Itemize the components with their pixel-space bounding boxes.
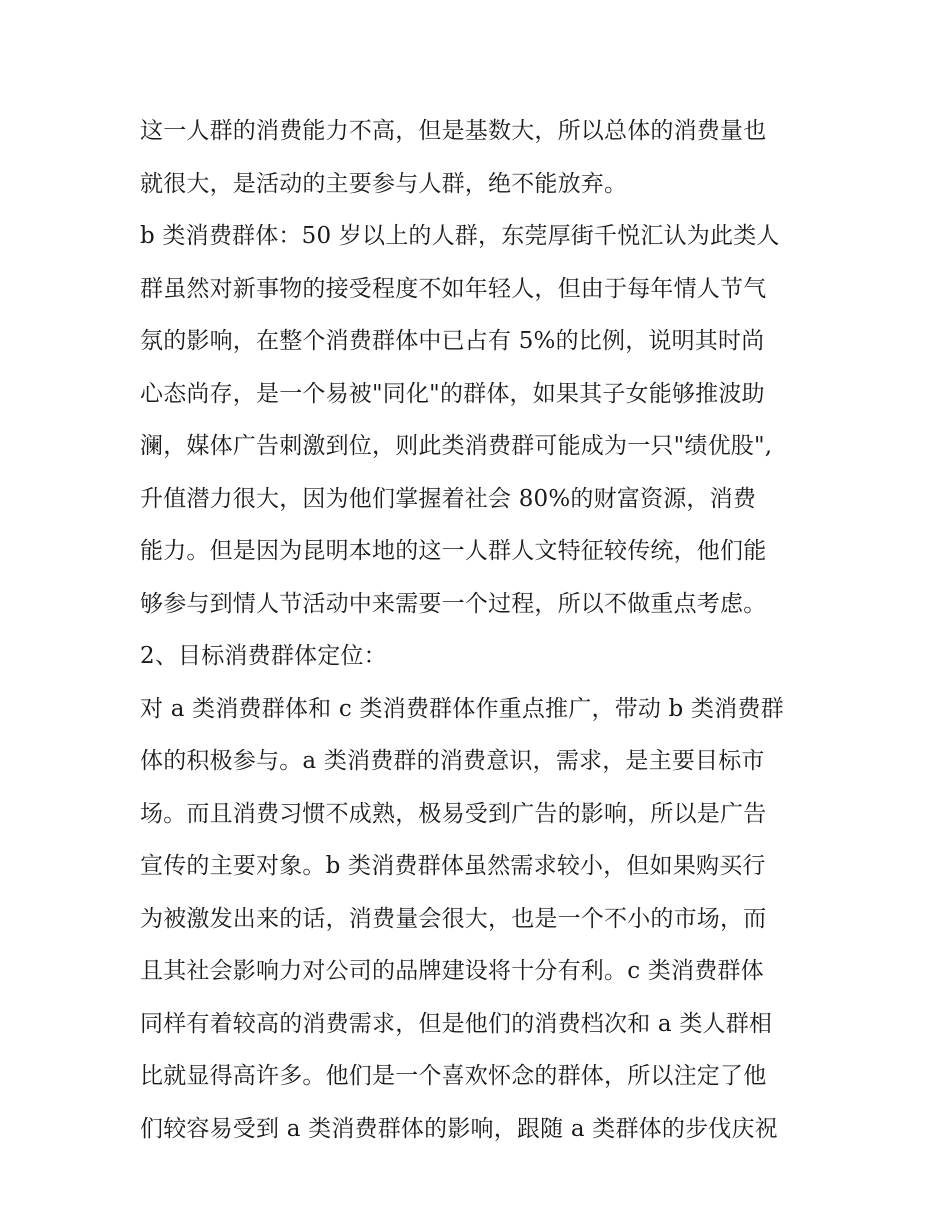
text-line: 这一人群的消费能力不高，但是基数大，所以总体的消费量也 xyxy=(140,118,767,144)
text-line: 澜，媒体广告刺激到位，则此类消费群可能成为一只"绩优股", xyxy=(140,433,773,459)
text-line: 够参与到情人节活动中来需要一个过程，所以不做重点考虑。 xyxy=(140,590,767,617)
text-line: 且其社会影响力对公司的品牌建设将十分有利。c 类消费群体 xyxy=(140,958,764,984)
body-text xyxy=(140,108,820,1158)
text-line: 群虽然对新事物的接受程度不如年轻人，但由于每年情人节气 xyxy=(140,275,767,302)
section-heading: 2、目标消费群体定位： xyxy=(140,643,387,669)
text-line: 比就显得高许多。他们是一个喜欢怀念的群体，所以注定了他 xyxy=(140,1063,767,1089)
text-line: 对 a 类消费群体和 c 类消费群体作重点推广，带动 b 类消费群 xyxy=(140,695,784,722)
text-line: 就很大，是活动的主要参与人群，绝不能放弃。 xyxy=(140,170,628,197)
text-line: 场。而且消费习惯不成熟，极易受到广告的影响，所以是广告 xyxy=(140,800,767,827)
text-line: 同样有着较高的消费需求，但是他们的消费档次和 a 类人群相 xyxy=(140,1010,773,1037)
text-line: 能力。但是因为昆明本地的这一人群人文特征较传统，他们能 xyxy=(140,538,767,564)
text-line: 心态尚存，是一个易被"同化"的群体，如果其子女能够推波助 xyxy=(140,380,765,407)
text-line: 为被激发出来的话，消费量会很大，也是一个不小的市场，而 xyxy=(140,905,767,932)
text-line: 氛的影响，在整个消费群体中已占有 5%的比例，说明其时尚 xyxy=(140,328,765,354)
text-line: 宣传的主要对象。b 类消费群体虽然需求较小，但如果购买行 xyxy=(140,853,766,879)
text-line: 体的积极参与。a 类消费群的消费意识，需求，是主要目标市 xyxy=(140,748,765,774)
text-line: 升值潜力很大，因为他们掌握着社会 80%的财富资源，消费 xyxy=(140,485,757,512)
text-line: 们较容易受到 a 类消费群体的影响，跟随 a 类群体的步伐庆祝 xyxy=(140,1115,778,1142)
text-line: b 类消费群体：50 岁以上的人群，东莞厚街千悦汇认为此类人 xyxy=(140,223,780,249)
